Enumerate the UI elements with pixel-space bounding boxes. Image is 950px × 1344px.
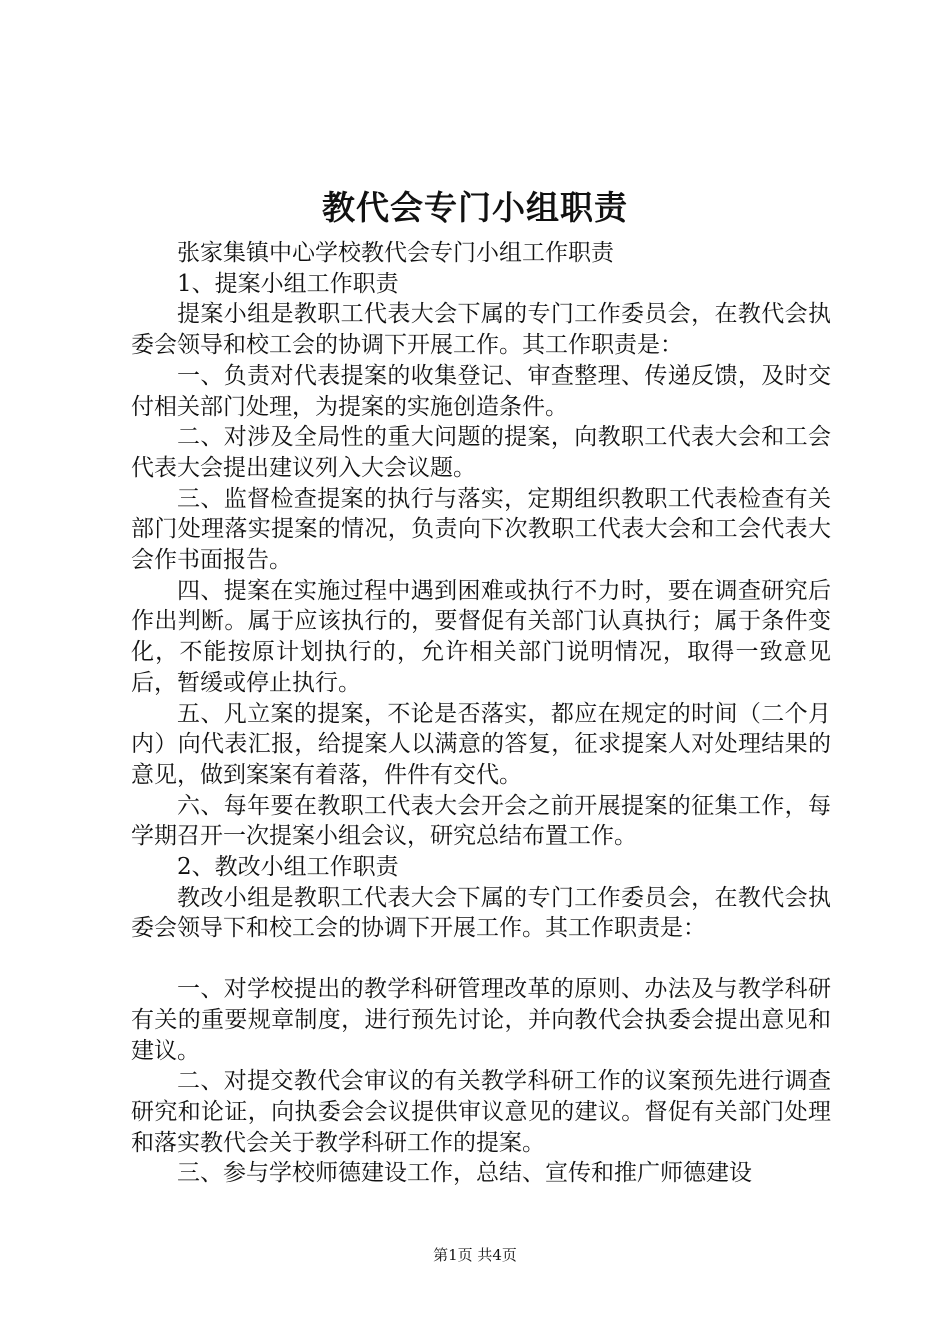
- section-heading: 2、教改小组工作职责: [177, 854, 399, 881]
- document-title: 教代会专门小组职责: [322, 188, 628, 227]
- paragraph: 教改小组是教职工代表大会下属的专门工作委员会，在教代会执委会领导下和校工会的协调下开展工作。其工作职责是：: [131, 884, 831, 942]
- paragraph: 张家集镇中心学校教代会专门小组工作职责: [177, 240, 614, 266]
- paragraph: 二、对提交教代会审议的有关教学科研工作的议案预先进行调查研究和论证，向执委会会议提供审议意见的建议。督促有关部门处理和落实教代会关于教学科研工作的提案。: [131, 1068, 831, 1156]
- paragraph: 二、对涉及全局性的重大问题的提案，向教职工代表大会和工会代表大会提出建议列入大会议题。: [131, 424, 831, 481]
- paragraph: 提案小组是教职工代表大会下属的专门工作委员会，在教代会执委会领导和校工会的协调下开展工作。其工作职责是：: [131, 301, 831, 359]
- page-footer: 第1页 共4页: [433, 1246, 517, 1264]
- paragraph: 四、提案在实施过程中遇到困难或执行不力时，要在调查研究后作出判断。属于应该执行的，要督促有关部门认真执行；属于条件变化，不能按原计划执行的，允许相关部门说明情况，取得一致意见后，暂缓或停止执行。: [131, 577, 831, 696]
- paragraph: 六、每年要在教职工代表大会开会之前开展提案的征集工作，每学期召开一次提案小组会议，研究总结布置工作。: [131, 792, 831, 850]
- paragraph: 五、凡立案的提案，不论是否落实，都应在规定的时间（二个月内）向代表汇报，给提案人以满意的答复，征求提案人对处理结果的意见，做到案案有着落，件件有交代。: [131, 700, 831, 788]
- section-heading: 1、提案小组工作职责: [177, 270, 399, 297]
- paragraph: 一、负责对代表提案的收集登记、审查整理、传递反馈，及时交付相关部门处理，为提案的实施创造条件。: [131, 362, 831, 420]
- document-body: [131, 238, 831, 1189]
- paragraph: 三、监督检查提案的执行与落实，定期组织教职工代表检查有关部门处理落实提案的情况，负责向下次教职工代表大会和工会代表大会作书面报告。: [131, 485, 831, 574]
- paragraph: 一、对学校提出的教学科研管理改革的原则、办法及与教学科研有关的重要规章制度，进行预先讨论，并向教代会执委会提出意见和建议。: [131, 976, 831, 1064]
- paragraph: 三、参与学校师德建设工作，总结、宣传和推广师德建设: [177, 1160, 752, 1187]
